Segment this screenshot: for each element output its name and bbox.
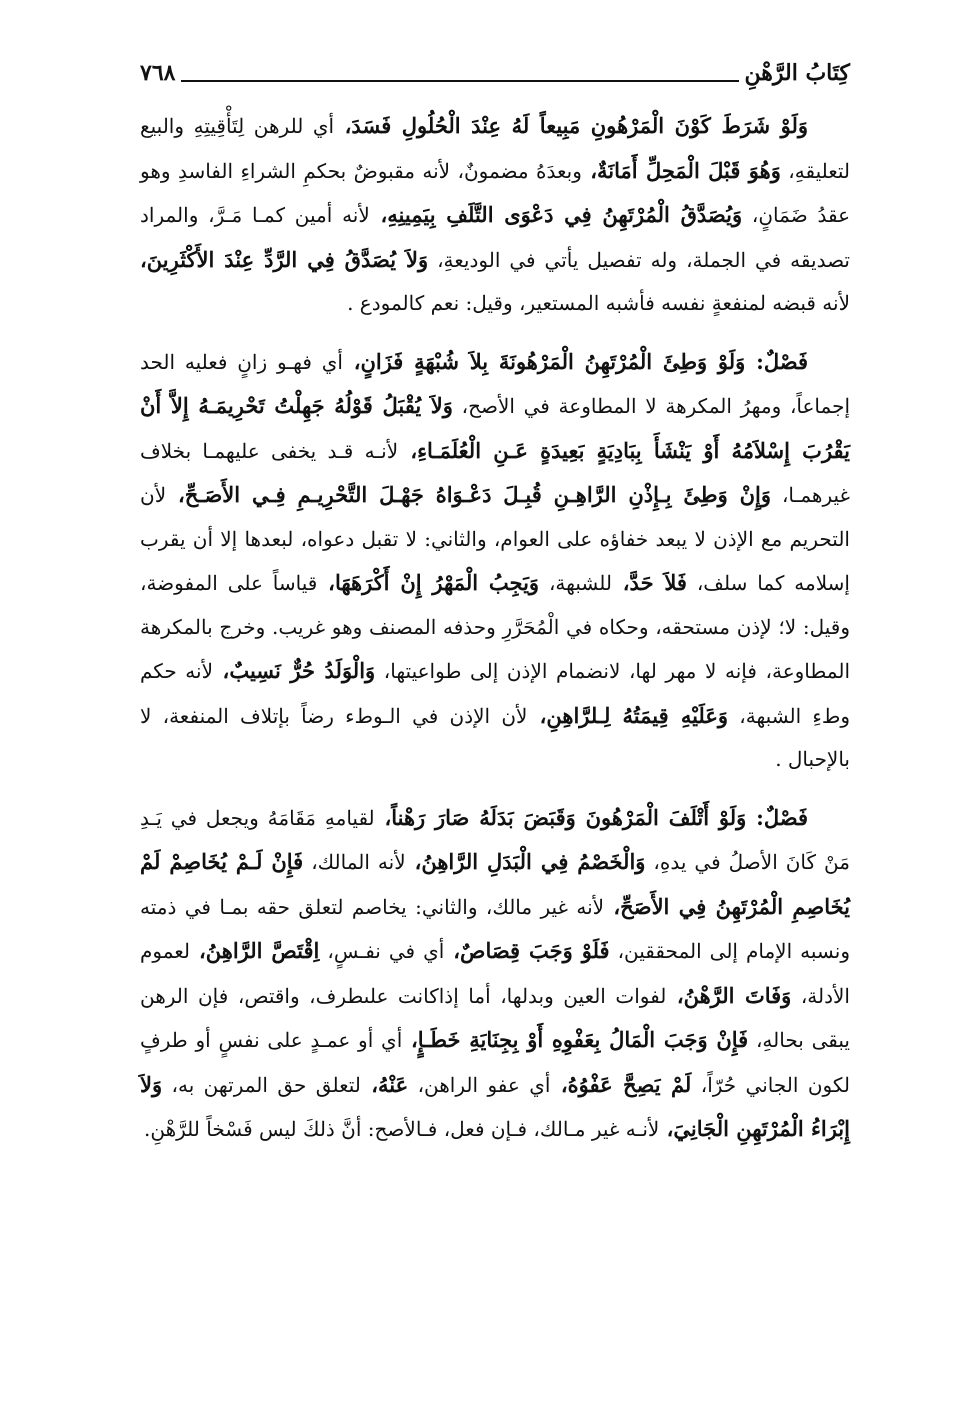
commentary-text: أي في نفـسٍ، bbox=[319, 939, 445, 963]
header-rule bbox=[181, 80, 738, 82]
matn-text: وَيُصَدَّقُ الْمُرْتَهِنُ فِي دَعْوَى التَّلَفِ بِيَمِينِهِ، bbox=[369, 202, 743, 227]
commentary-text: أي فهـو زانٍ فعليه الحد إجماعاً، ومهرُ المكرهة لا المطاوعة في الأصح، bbox=[140, 349, 850, 418]
matn-text: وَإِنْ وَطِئَ بِـإِذْنِ الرَّاهِـنِ قُبِـلَ دَعْـوَاهُ جَهْـلَ التَّحْرِيـمِ فِـي الأَصَـحِّ، bbox=[166, 482, 772, 507]
page-number: ٧٦٨ bbox=[140, 60, 176, 86]
commentary-text: لأنه قبضه لمنفعةٍ نفسه فأشبه المستعير، وقيل: نعم كالمودع . bbox=[347, 291, 850, 315]
commentary-text: أي للرهن لِتَأْقِيتِهِ والبيع لتعليقهِ، bbox=[140, 114, 850, 183]
commentary-text: لأنـه غير مـالك، فـإن فعل، فـالأصح: أنَّ ذلكَ ليس فَسْخاً للرَّهْنِ. bbox=[143, 1117, 660, 1141]
commentary-text: لقيامهِ مَقَامَهُ ويجعل في يَـدِ مَنْ كَانَ الأصلُ في يدهِ، bbox=[140, 805, 850, 874]
page-body bbox=[140, 104, 850, 1365]
matn-text: عَنْهُ، bbox=[360, 1071, 409, 1097]
matn-text: وَالْوَلَدُ حُرٌّ نَسِيبٌ، bbox=[213, 658, 376, 683]
commentary-text: لتعلق حق المرتهن به، bbox=[162, 1072, 361, 1097]
page-header bbox=[140, 52, 850, 86]
paragraph-2 bbox=[140, 340, 850, 782]
paragraph-1 bbox=[140, 104, 850, 326]
commentary-text: أي أو عمـدٍ على نفسٍ أو طرفٍ لكون الجاني حُرّاً، bbox=[140, 1028, 851, 1097]
matn-text: اِقْتَصَّ الرَّاهِنُ، bbox=[190, 938, 320, 963]
matn-text: وَالْخَصْمُ فِي الْبَدَلِ الرَّاهِنُ، bbox=[405, 849, 646, 874]
matn-text: وَيَجِبُ الْمَهْرُ إِنْ أَكْرَهَهَا، bbox=[317, 570, 540, 595]
running-title: كِتَابُ الرَّهْنِ bbox=[744, 60, 850, 86]
paragraph-3 bbox=[140, 796, 850, 1152]
matn-text: وَلاَ إِبْرَاءُ الْمُرْتَهِنِ الْجَانِيَ، bbox=[140, 1071, 850, 1141]
commentary-text: لعموم الأدلة، bbox=[140, 939, 850, 1008]
matn-text: فَإِنْ وَجَبَ الْمَالُ بِعَفْوِهِ أَوْ بِجِنَايَةِ خَطَـإٍ، bbox=[402, 1027, 749, 1052]
commentary-text: لأنـه قـد يخفى عليهمـا بخلاف غيرهمـا، bbox=[140, 438, 851, 507]
commentary-text: وبعدَهُ مضمونٌ، لأنه مقبوضٌ بحكمِ الشراءِ الفاسدِ وهو عقدُ ضَمَانٍ، bbox=[140, 158, 850, 227]
commentary-text: لأنه المالك، bbox=[303, 850, 406, 874]
matn-text: فَصْلٌ: وَلَوْ وَطِئَ الْمُرْتَهِنُ الْمَرْهُونَةَ بِلاَ شُبْهَةٍ فَزَانٍ، bbox=[342, 348, 808, 374]
commentary-text: قياساً على المفوضة، وقيل: لا؛ لإذن مستحقه، وحكاه في الْمُحَرَّرِ وحذفه المصنف وهو غريب. وخرج بالمكرهة المطاوعة، فإنه لا مهر لها، لانضمام الإذن إلى طواعيتها، bbox=[140, 571, 850, 683]
commentary-text: لأنه حكم وطءِ الشبهة، bbox=[140, 659, 850, 728]
matn-text: فَإِنْ لَـمْ يُخَاصِمْ لَمْ يُخَاصِمِ الْمُرْتَهِنُ فِي الأَصَحِّ، bbox=[140, 849, 850, 919]
matn-text: وَفَاتَ الرَّهْنُ، bbox=[666, 982, 792, 1008]
commentary-text: أي عفو الراهن، bbox=[408, 1072, 551, 1097]
matn-text: فَلَوْ وَجَبَ قِصَاصٌ، bbox=[444, 938, 610, 963]
matn-text: وَعَلَيْهِ قِيمَتُهُ لِـلرَّاهِنِ، bbox=[527, 702, 729, 728]
matn-text: فَلاَ حَدَّ، bbox=[611, 570, 687, 595]
commentary-text: للشبهة، bbox=[539, 571, 612, 595]
commentary-text: لفوات العين وبدلها، أما إذاكانت علىطرف، واقتص، فإن الرهن يبقى بحالهِ، bbox=[140, 983, 850, 1052]
matn-text: وَهُوَ قَبْلَ الْمَحِلِّ أَمَانَةٌ، bbox=[581, 157, 781, 183]
commentary-text: لأنه أمين كمـا مَـرَّ، والمراد تصديقه في الجملة، وله تفصيل يأتي في الوديعةِ، bbox=[140, 203, 850, 272]
matn-text: وَلاَ يُصَدَّقُ فِي الرَّدِّ عِنْدَ الأَكْثَرِينَ، bbox=[140, 246, 429, 272]
commentary-text: لأن الإذن في الـوطء رضاً بإتلاف المنفعة، لا بالإحبال . bbox=[140, 703, 850, 771]
matn-text: لَمْ يَصِحَّ عَفْوُهُ، bbox=[550, 1071, 692, 1097]
matn-text: وَلَوْ شَرَطَ كَوْنَ الْمَرْهُونِ مَبِيعاً لَهُ عِنْدَ الْحُلُولِ فَسَدَ، bbox=[334, 113, 808, 138]
matn-text: وَلاَ يُقْبَلُ قَوْلُهُ جَهِلْتُ تَحْرِيمَـهُ إِلاَّ أَنْ يَقْرُبَ إِسْلاَمُهُ أَوْ يَنْشَأَ بِبَادِيَةٍ بَعِيدَةٍ عَـنِ الْعُلَمَـاءِ، bbox=[140, 393, 850, 463]
commentary-text: لأنه غير مالك، والثاني: يخاصم لتعلق حقه بمـا في ذمته ونسبه الإمام إلى المحققين، bbox=[140, 894, 850, 963]
matn-text: فَصْلٌ: وَلَوْ أَتْلَفَ الْمَرْهُونَ وَقَبَضَ بَدَلَهُ صَارَ رَهْناً، bbox=[374, 804, 808, 830]
commentary-text: لأن التحريم مع الإذن لا يبعد خفاؤه على العوام، والثاني: لا تقبل دعواه، لبعدها إلا أن يقرب إسلامه كما سلف، bbox=[140, 483, 850, 595]
